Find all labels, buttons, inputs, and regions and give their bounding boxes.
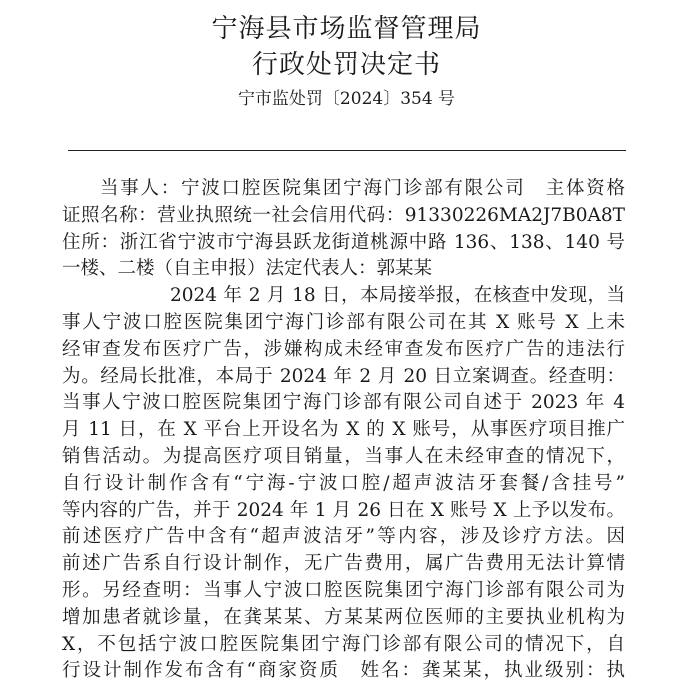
body-line: 增加患者就诊量，在龚某某、方某某两位医师的主要执业机构为	[62, 606, 625, 628]
body-line: 形。另经查明：当事人宁波口腔医院集团宁海门诊部有限公司为	[62, 579, 625, 601]
agency-title: 宁海县市场监督管理局	[211, 14, 482, 44]
body-line: 销售活动。为提高医疗项目销量，当事人在未经审查的情况下，	[62, 445, 625, 467]
body-line: 当事人宁波口腔医院集团宁海门诊部有限公司自述于 2023 年 4	[62, 392, 625, 414]
body-line: 等内容的广告，并于 2024 年 1 月 26 日在 X 账号 X 上予以发布。	[62, 499, 625, 521]
body-line: 当事人：宁波口腔医院集团宁海门诊部有限公司 主体资格	[100, 178, 625, 199]
body-line: 住所：浙江省宁波市宁海县跃龙街道桃源中路 136、138、140 号	[62, 231, 625, 253]
body-line: 证照名称：营业执照统一社会信用代码：91330226MA2J7B0A8T	[62, 204, 625, 226]
body-line: 行设计制作发布含有“商家资质 姓名：龚某某，执业级别：执	[62, 660, 625, 682]
body-line: 月 11 日，在 X 平台上开设名为 X 的 X 账号，从事医疗项目推广	[62, 419, 625, 441]
document-type-title: 行政处罚决定书	[251, 50, 441, 80]
body-line: 为。经局长批准，本局于 2024 年 2 月 20 日立案调查。经查明：	[62, 365, 625, 387]
body-line: 一楼、二楼（自主申报）法定代表人：郭某某	[62, 258, 433, 280]
header-divider	[68, 150, 626, 151]
body-line: X，不包括宁波口腔医院集团宁海门诊部有限公司的情况下，自	[62, 633, 625, 655]
body-line: 事人宁波口腔医院集团宁海门诊部有限公司在其 X 账号 X 上未	[62, 311, 625, 333]
body-line: 前述广告系自行设计制作，无广告费用，属广告费用无法计算情	[62, 553, 625, 575]
body-line: 自行设计制作含有“宁海-宁波口腔/超声波洁牙套餐/含挂号”	[62, 472, 625, 494]
document-number: 宁市监处罚〔2024〕354 号	[237, 89, 456, 109]
body-line: 经审查发布医疗广告，涉嫌构成未经审查发布医疗广告的违法行	[62, 338, 625, 360]
body-line: 前述医疗广告中含有“超声波洁牙”等内容，涉及诊疗方法。因	[62, 526, 625, 548]
document-body	[62, 176, 625, 685]
body-line: 2024 年 2 月 18 日，本局接举报，在核查中发现，当	[170, 285, 625, 307]
